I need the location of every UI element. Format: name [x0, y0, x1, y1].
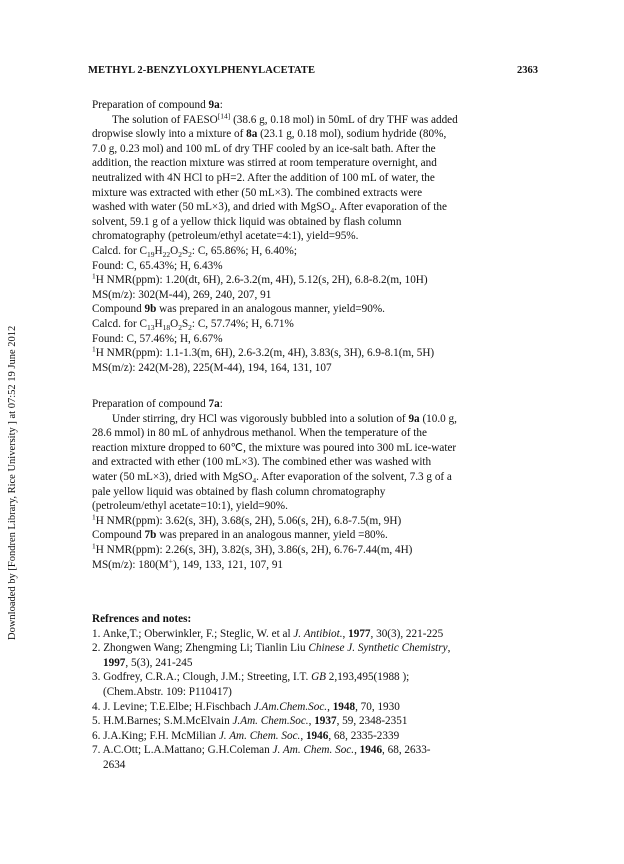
section-9a [92, 98, 532, 375]
paragraph-line: 28.6 mmol) in 80 mL of anhydrous methanol. When the temperature of the [92, 427, 427, 440]
reference-item: 6. J.A.King; F.H. McMilian J. Am. Chem. Soc., 1946, 68, 2335-2339 [92, 729, 400, 742]
paragraph-line: solvent, 59.1 g of a yellow thick liquid was obtained by flash column [92, 215, 402, 228]
page-number: 2363 [517, 65, 538, 76]
reference-item: 5. H.M.Barnes; S.M.McElvain J.Am. Chem.Soc., 1937, 59, 2348-2351 [92, 715, 408, 728]
reference-item-cont: (Chem.Abstr. 109: P110417) [103, 685, 232, 698]
paragraph-line: addition, the reaction mixture was stirred at room temperature overnight, and [92, 157, 437, 170]
paragraph-line: mixture was extracted with ether (50 mL×3). The combined extracts were [92, 186, 423, 199]
section-heading: Preparation of compound 9a: [92, 99, 223, 111]
data-line: $^1$H NMR(ppm): 3.62(s, 3H), 3.68(s, 2H), 5.06(s, 2H), 6.8-7.5(m, 9H) [92, 512, 402, 527]
paragraph-line: dropwise slowly into a mixture of 8a (23.1 g, 0.18 mol), sodium hydride (80%, [92, 128, 447, 141]
page-header [88, 65, 538, 81]
section-7a [92, 397, 532, 572]
reference-item: 4. J. Levine; T.E.Elbe; H.Fischbach J.Am.Chem.Soc., 1948, 70, 1930 [92, 700, 400, 713]
data-line: MS(m/z): 180(M+), 149, 133, 121, 107, 91 [92, 555, 284, 571]
paragraph-line: Under stirring, dry HCl was vigorously bubbled into a solution of 9a (10.0 g, [112, 412, 457, 425]
section-heading: Preparation of compound 7a: [92, 398, 223, 410]
paragraph-line: reaction mixture dropped to 60℃, the mixture was poured into 300 mL ice-water [92, 441, 457, 454]
data-line: Found: C, 65.43%; H, 6.43% [92, 259, 223, 272]
reference-item: 7. A.C.Ott; L.A.Mattano; G.H.Coleman J. Am. Chem. Soc., 1946, 68, 2633- [92, 744, 431, 757]
paragraph-line: chromatography (petroleum/ethyl acetate=4:1), yield=95%. [92, 230, 359, 243]
paragraph-line: washed with water (50 mL×3), and dried with MgSO$_4$. After evaporation of the [92, 201, 447, 216]
references-section [92, 612, 532, 773]
data-line: Found: C, 57.46%; H, 6.67% [92, 332, 223, 345]
reference-item-cont: 1997, 5(3), 241-245 [103, 656, 193, 669]
data-line: MS(m/z): 242(M-28), 225(M-44), 194, 164, 131, 107 [92, 361, 332, 374]
paragraph-line: pale yellow liquid was obtained by flash column chromatography [92, 485, 386, 498]
paragraph-line: 7.0 g, 0.23 mol) and 100 mL of dry THF cooled by an ice-salt bath. After the [92, 142, 436, 155]
reference-item: 2. Zhongwen Wang; Zhengming Li; Tianlin Liu Chinese J. Synthetic Chemistry, [92, 642, 451, 655]
running-title: METHYL 2-BENZYLOXYLPHENYLACETATE [88, 65, 316, 76]
reference-item: 1. Anke,T.; Oberwinkler, F.; Steglic, W. et al J. Antibiot., 1977, 30(3), 221-225 [92, 627, 444, 640]
data-line: $^1$H NMR(ppm): 2.26(s, 3H), 3.82(s, 3H), 3.86(s, 2H), 6.76-7.44(m, 4H) [92, 541, 413, 556]
paragraph-line: and extracted with ether (100 mL×3). The combined ether was washed with [92, 456, 432, 469]
paragraph-line: water (50 mL×3), dried with MgSO$_4$. After evaporation of the solvent, 7.3 g of a [92, 470, 452, 486]
reference-item-cont: 2634 [103, 758, 126, 771]
paragraph-line: The solution of FAESO[14] (38.6 g, 0.18 mol) in 50mL of dry THF was added [112, 110, 458, 126]
reference-item: 3. Godfrey, C.R.A.; Clough, J.M.; Streeting, I.T. GB 2,193,495(1988 ); [92, 671, 410, 684]
data-line: Calcd. for $C_{13}H_{18}O_2S_2$: C, 57.74%; H, 6.71% [92, 317, 294, 333]
download-watermark: Downloaded by [Fondren Library, Rice University ] at 07:52 19 June 2012 [7, 325, 18, 640]
data-line: MS(m/z): 302(M-44), 269, 240, 207, 91 [92, 288, 272, 301]
data-line: $^1$H NMR(ppm): 1.20(dt, 6H), 2.6-3.2(m, 4H), 5.12(s, 2H), 6.8-8.2(m, 10H) [92, 271, 428, 287]
data-line: $^1$H NMR(ppm): 1.1-1.3(m, 6H), 2.6-3.2(m, 4H), 3.83(s, 3H), 6.9-8.1(m, 5H) [92, 344, 435, 360]
data-line: Compound 9b was prepared in an analogous manner, yield=90%. [92, 303, 385, 316]
paragraph-line: neutralized with 4N HCl to pH=2. After the addition of 100 mL of water, the [92, 171, 435, 184]
paragraph-line: (petroleum/ethyl acetate=10:1), yield=90%. [92, 500, 288, 513]
data-line: Compound 7b was prepared in an analogous manner, yield =80%. [92, 529, 388, 542]
references-heading: Refrences and notes: [92, 613, 192, 625]
data-line: Calcd. for $C_{19}H_{22}O_2S_2$: C, 65.86%; H, 6.40%; [92, 244, 297, 260]
